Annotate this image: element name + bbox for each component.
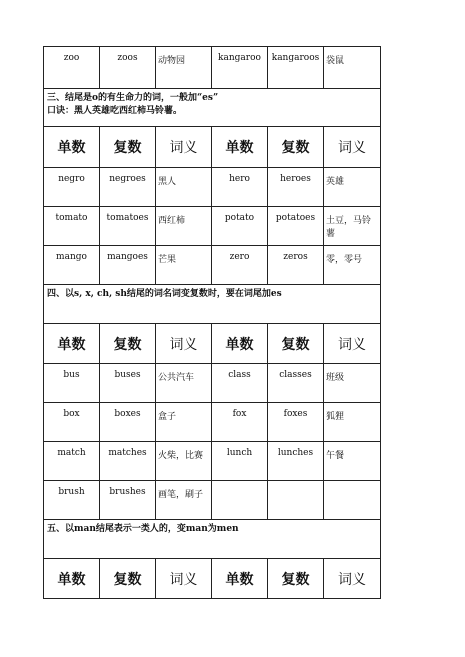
singular-cell: bus bbox=[44, 364, 100, 403]
plural-cell: boxes bbox=[100, 403, 156, 442]
singular-cell: mango bbox=[44, 246, 100, 285]
table-row bbox=[44, 246, 381, 285]
meaning-cell: 零，零号 bbox=[324, 246, 381, 285]
header-plural: 复数 bbox=[268, 559, 324, 599]
header-singular: 单数 bbox=[212, 324, 268, 364]
column-header-row bbox=[44, 324, 381, 364]
meaning-cell: 袋鼠 bbox=[324, 47, 381, 89]
singular-cell: negro bbox=[44, 168, 100, 207]
singular-cell: brush bbox=[44, 481, 100, 520]
meaning-cell: 盒子 bbox=[156, 403, 212, 442]
meaning-cell: 公共汽车 bbox=[156, 364, 212, 403]
meaning-cell: 芒果 bbox=[156, 246, 212, 285]
header-plural: 复数 bbox=[268, 324, 324, 364]
header-plural: 复数 bbox=[100, 127, 156, 168]
section-3-title: 三、结尾是o的有生命力的词，一般加“es” bbox=[47, 93, 219, 103]
section-5-title: 五、以man结尾表示一类人的，变man为men bbox=[47, 524, 239, 534]
column-header-row bbox=[44, 127, 381, 168]
header-singular: 单数 bbox=[212, 127, 268, 168]
meaning-cell: 黑人 bbox=[156, 168, 212, 207]
plural-cell: potatoes bbox=[268, 207, 324, 246]
singular-cell: zero bbox=[212, 246, 268, 285]
section-heading-row bbox=[44, 285, 381, 324]
plural-cell bbox=[268, 481, 324, 520]
header-meaning: 词义 bbox=[324, 127, 381, 168]
header-meaning: 词义 bbox=[324, 324, 381, 364]
singular-cell: zoo bbox=[44, 47, 100, 89]
plural-cell: heroes bbox=[268, 168, 324, 207]
header-singular: 单数 bbox=[44, 559, 100, 599]
plural-rules-table bbox=[43, 46, 381, 599]
section-3-heading bbox=[44, 89, 381, 127]
singular-cell: kangaroo bbox=[212, 47, 268, 89]
singular-cell: potato bbox=[212, 207, 268, 246]
meaning-cell: 火柴，比赛 bbox=[156, 442, 212, 481]
table-row bbox=[44, 481, 381, 520]
section-4-title: 四、以s, x, ch, sh结尾的词名词变复数时，要在词尾加es bbox=[47, 289, 282, 299]
header-meaning: 词义 bbox=[156, 559, 212, 599]
plural-cell: buses bbox=[100, 364, 156, 403]
header-meaning: 词义 bbox=[156, 127, 212, 168]
singular-cell: class bbox=[212, 364, 268, 403]
header-plural: 复数 bbox=[268, 127, 324, 168]
singular-cell: box bbox=[44, 403, 100, 442]
singular-cell: hero bbox=[212, 168, 268, 207]
meaning-cell: 西红柿 bbox=[156, 207, 212, 246]
header-meaning: 词义 bbox=[156, 324, 212, 364]
meaning-cell: 画笔，刷子 bbox=[156, 481, 212, 520]
table-row bbox=[44, 364, 381, 403]
header-singular: 单数 bbox=[212, 559, 268, 599]
section-heading-row bbox=[44, 520, 381, 559]
section-4-heading bbox=[44, 285, 381, 324]
header-singular: 单数 bbox=[44, 127, 100, 168]
singular-cell: fox bbox=[212, 403, 268, 442]
plural-cell: classes bbox=[268, 364, 324, 403]
plural-cell: foxes bbox=[268, 403, 324, 442]
table-row bbox=[44, 47, 381, 89]
meaning-cell: 狐狸 bbox=[324, 403, 381, 442]
plural-cell: lunches bbox=[268, 442, 324, 481]
header-plural: 复数 bbox=[100, 324, 156, 364]
meaning-cell bbox=[324, 481, 381, 520]
plural-cell: tomatoes bbox=[100, 207, 156, 246]
singular-cell: tomato bbox=[44, 207, 100, 246]
meaning-cell: 英雄 bbox=[324, 168, 381, 207]
plural-cell: brushes bbox=[100, 481, 156, 520]
plural-cell: zeros bbox=[268, 246, 324, 285]
plural-cell: negroes bbox=[100, 168, 156, 207]
singular-cell bbox=[212, 481, 268, 520]
header-singular: 单数 bbox=[44, 324, 100, 364]
table-row bbox=[44, 207, 381, 246]
meaning-cell: 午餐 bbox=[324, 442, 381, 481]
section-3-mnemonic: 口诀：黑人英雄吃西红柿马铃薯。 bbox=[47, 106, 183, 116]
meaning-cell: 班级 bbox=[324, 364, 381, 403]
header-plural: 复数 bbox=[100, 559, 156, 599]
meaning-cell: 动物园 bbox=[156, 47, 212, 89]
table-row bbox=[44, 403, 381, 442]
column-header-row bbox=[44, 559, 381, 599]
plural-cell: zoos bbox=[100, 47, 156, 89]
table-row bbox=[44, 442, 381, 481]
plural-cell: mangoes bbox=[100, 246, 156, 285]
section-heading-row bbox=[44, 89, 381, 127]
plural-cell: matches bbox=[100, 442, 156, 481]
header-meaning: 词义 bbox=[324, 559, 381, 599]
singular-cell: match bbox=[44, 442, 100, 481]
meaning-cell: 土豆，马铃薯 bbox=[324, 207, 381, 246]
plural-cell: kangaroos bbox=[268, 47, 324, 89]
singular-cell: lunch bbox=[212, 442, 268, 481]
table-row bbox=[44, 168, 381, 207]
section-5-heading bbox=[44, 520, 381, 559]
